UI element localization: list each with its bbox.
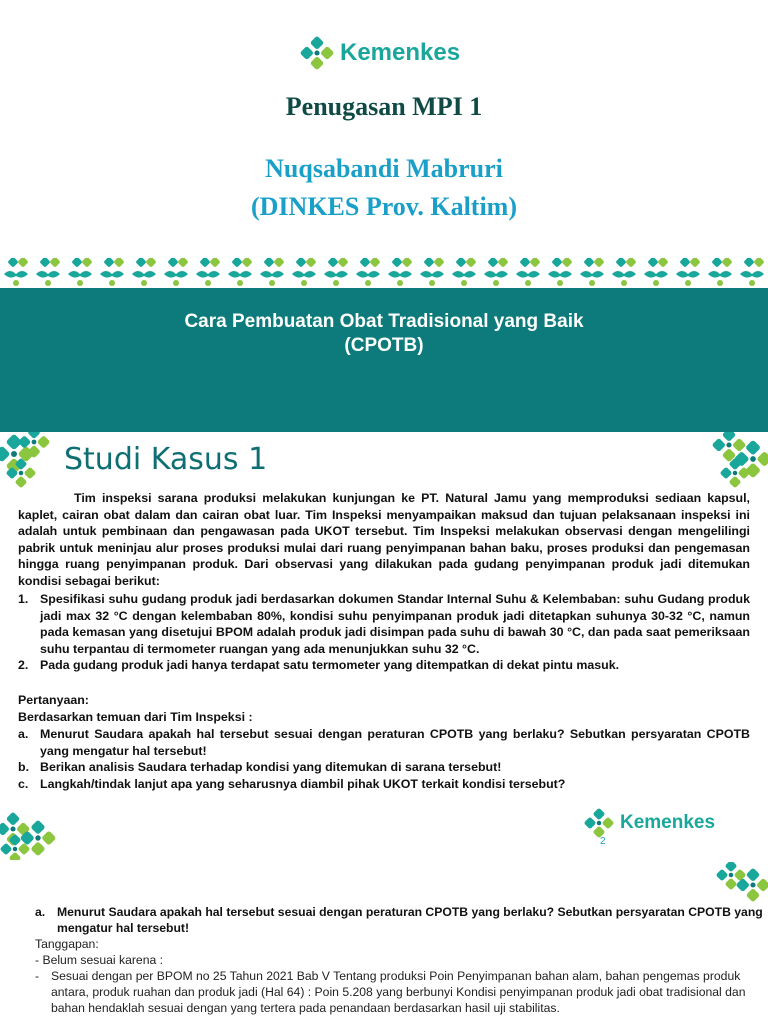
question-item [18,759,750,776]
question-text: Menurut Saudara apakah hal tersebut sesuai dengan peraturan CPOTB yang berlaku? Sebutkan persyaratan CPOTB yang mengatur hal tersebut! [40,727,750,758]
question-letter: a. [35,905,46,919]
kemenkes-logo-mark-icon [300,36,334,70]
response-point-text: Sesuai dengan per BPOM no 25 Tahun 2021 Bab V Tentang produksi Poin Penyimpanan bahan alam, bahan pengemas produk antara, produk ruahan dan produk jadi (Hal 64) : Poin 5.208 yang berbunyi Kondisi penyimpanan produk jadi obat tradisional dan bahan hendaklah sesuai dengan yang tertera pada penandaan berdasarkan hasil uji stabilitas. [51,969,746,1015]
finding-number: 1. [18,592,29,606]
question-text: Menurut Saudara apakah hal tersebut sesuai dengan peraturan CPOTB yang berlaku? Sebutkan persyaratan CPOTB yang mengatur hal tersebut! [57,905,763,935]
corner-ornament-icon [712,862,768,902]
question-letter: b. [18,760,30,774]
questions-intro: Berdasarkan temuan dari Tim Inspeksi : [18,710,253,724]
finding-number: 2. [18,658,29,672]
bullet-dash: - [35,969,40,983]
subtitle-text [0,310,768,358]
title-slide [0,0,768,432]
response-status: - Belum sesuai karena : [35,953,164,967]
kemenkes-logo-text: Kemenkes [340,39,461,66]
finding-text: Pada gudang produk jadi hanya terdapat satu termometer yang ditempatkan di dekat pintu masuk. [40,658,620,672]
question-text: Langkah/tindak lanjut apa yang seharusnya diambil pihak UKOT terkait kondisi tersebut? [40,776,566,791]
subtitle-band [0,288,768,432]
case-description: Tim inspeksi sarana produksi melakukan kunjungan ke PT. Natural Jamu yang memproduksi sediaan kapsul, kaplet, cairan obat dalam dan cairan obat luar. Tim Inspeksi menyampaikan maksud dan tujuan pelaksanaan inspeksi ini adalah untuk pembinaan dan pengawasan pada UKOT tersebut. Tim Inspeksi melakukan observasi dengan mengelilingi pabrik untuk meninjau alur proses produksi mulai dari ruang penyimpanan bahan baku, proses produksi dan pengemasan hingga ruang penyimpanan produk. Dari observasi yang dilakukan pada gudang penyimpanan produk jadi ditemukan kondisi sebagai berikut: [18,491,750,588]
decorative-pattern-strip [0,258,768,288]
subtitle-line-1: Cara Pembuatan Obat Tradisional yang Baik [184,311,584,332]
kemenkes-logo-text: Kemenkes [620,812,716,833]
response-label: Tanggapan: [35,937,99,951]
answer-question [35,904,768,936]
author-affiliation: (DINKES Prov. Kaltim) [250,192,518,221]
questions-list [18,726,750,792]
findings-list [18,591,750,674]
kemenkes-logo-mark-icon [584,808,614,838]
question-text: Berikan analisis Saudara terhadap kondisi yang ditemukan di sarana tersebut! [40,760,502,774]
question-letter: a. [18,727,29,741]
page-number: 2 [600,836,606,847]
finding-item [18,657,750,674]
author-name: Nuqsabandi Mabruri [265,154,503,183]
response-point [35,968,768,1016]
presentation-title: Penugasan MPI 1 [285,92,483,121]
kemenkes-logo-small [584,808,715,838]
finding-text: Spesifikasi suhu gudang produk jadi berdasarkan dokumen Standar Internal Suhu & Kelembaban: suhu Gudang produk jadi max 32 °C dengan kelembaban 80%, kondisi suhu penyimpanan produk jadi ditetapkan suhunya 30-32 °C, namun pada kemasan yang disetujui BPOM adalah produk jadi disimpan pada suhu di bawah 30 °C, dan pada saat pemeriksaan suhu terpantau di termometer ruangan yang ada menunjukkan suhu 32 °C. [40,592,750,656]
question-item [18,726,750,759]
slide-heading: Studi Kasus 1 [64,442,268,477]
questions-title: Pertanyaan: [18,693,89,707]
finding-item [18,591,750,657]
corner-ornament-icon [0,432,56,492]
subtitle-line-2: (CPOTB) [344,335,424,356]
question-letter: c. [18,776,29,791]
case-study-slide [0,432,768,860]
corner-ornament-icon [0,810,64,860]
corner-ornament-icon [706,432,768,492]
kemenkes-logo [300,36,460,70]
answer-slide [0,862,768,1024]
question-item [18,776,750,793]
